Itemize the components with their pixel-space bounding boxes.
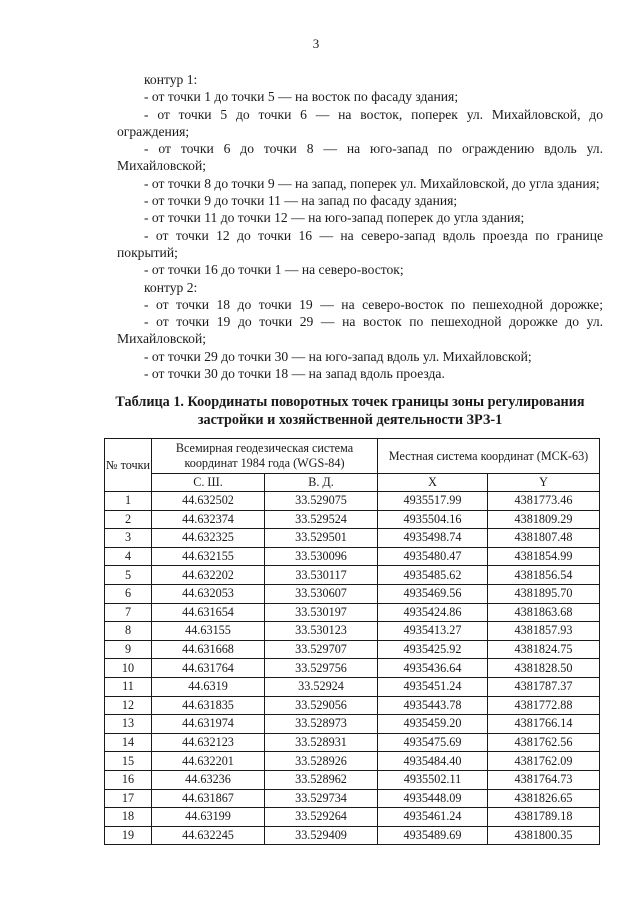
x-cell: 4935502.11 [378, 770, 488, 789]
latitude-cell: 44.632374 [152, 510, 265, 529]
header-y: Y [488, 474, 600, 492]
table-row [105, 492, 600, 511]
table-row [105, 510, 600, 529]
y-cell: 4381789.18 [488, 808, 600, 827]
longitude-cell: 33.528931 [265, 733, 378, 752]
y-cell: 4381764.73 [488, 770, 600, 789]
longitude-cell: 33.530197 [265, 603, 378, 622]
x-cell: 4935469.56 [378, 584, 488, 603]
latitude-cell: 44.63155 [152, 622, 265, 641]
coordinates-table-wrapper [104, 438, 600, 845]
point-number-cell: 15 [105, 752, 152, 771]
y-cell: 4381828.50 [488, 659, 600, 678]
latitude-cell: 44.632155 [152, 547, 265, 566]
longitude-cell: 33.530123 [265, 622, 378, 641]
coordinates-table [104, 438, 600, 845]
header-latitude: С. Ш. [152, 474, 265, 492]
point-number-cell: 4 [105, 547, 152, 566]
paragraph: - от точки 12 до точки 16 — на северо-запад вдоль проезда по границе покрытий; [117, 227, 603, 260]
boundary-description [117, 71, 603, 382]
latitude-cell: 44.631974 [152, 715, 265, 734]
paragraph: - от точки 9 до точки 11 — на запад по фасаду здания; [144, 193, 458, 209]
y-cell: 4381807.48 [488, 529, 600, 548]
x-cell: 4935448.09 [378, 789, 488, 808]
latitude-cell: 44.632245 [152, 826, 265, 845]
paragraph: контур 2: [144, 279, 198, 295]
point-number-cell: 13 [105, 715, 152, 734]
header-wgs84: Всемирная геодезическая система координат 1984 года (WGS-84) [152, 439, 378, 474]
latitude-cell: 44.632202 [152, 566, 265, 585]
paragraph: - от точки 5 до точки 6 — на восток, поперек ул. Михайловской, до ограждения; [117, 106, 603, 139]
point-number-cell: 17 [105, 789, 152, 808]
point-number-cell: 11 [105, 677, 152, 696]
page-number: 3 [312, 36, 320, 51]
point-number-cell: 9 [105, 640, 152, 659]
paragraph: - от точки 6 до точки 8 — на юго-запад по ограждению вдоль ул. Михайловской; [117, 141, 603, 174]
x-cell: 4935498.74 [378, 529, 488, 548]
header-x: X [378, 474, 488, 492]
x-cell: 4935485.62 [378, 566, 488, 585]
point-number-cell: 2 [105, 510, 152, 529]
paragraph: - от точки 30 до точки 18 — на запад вдоль проезда. [144, 366, 445, 382]
y-cell: 4381762.56 [488, 733, 600, 752]
x-cell: 4935436.64 [378, 659, 488, 678]
point-number-cell: 18 [105, 808, 152, 827]
x-cell: 4935480.47 [378, 547, 488, 566]
longitude-cell: 33.529756 [265, 659, 378, 678]
table-row [105, 622, 600, 641]
longitude-cell: 33.529409 [265, 826, 378, 845]
y-cell: 4381895.70 [488, 584, 600, 603]
y-cell: 4381772.88 [488, 696, 600, 715]
longitude-cell: 33.528962 [265, 770, 378, 789]
longitude-cell: 33.530607 [265, 584, 378, 603]
point-number-cell: 8 [105, 622, 152, 641]
y-cell: 4381800.35 [488, 826, 600, 845]
table-row [105, 659, 600, 678]
paragraph: - от точки 18 до точки 19 — на северо-восток по пешеходной дорожке; [144, 296, 603, 312]
table-row [105, 603, 600, 622]
x-cell: 4935459.20 [378, 715, 488, 734]
y-cell: 4381857.93 [488, 622, 600, 641]
latitude-cell: 44.632201 [152, 752, 265, 771]
point-number-cell: 7 [105, 603, 152, 622]
y-cell: 4381824.75 [488, 640, 600, 659]
paragraph: - от точки 16 до точки 1 — на северо-восток; [144, 262, 404, 278]
y-cell: 4381762.09 [488, 752, 600, 771]
table-row [105, 677, 600, 696]
table-row [105, 733, 600, 752]
x-cell: 4935489.69 [378, 826, 488, 845]
x-cell: 4935413.27 [378, 622, 488, 641]
latitude-cell: 44.632123 [152, 733, 265, 752]
table-body [105, 492, 600, 845]
x-cell: 4935517.99 [378, 492, 488, 511]
y-cell: 4381766.14 [488, 715, 600, 734]
point-number-cell: 12 [105, 696, 152, 715]
longitude-cell: 33.528973 [265, 715, 378, 734]
latitude-cell: 44.631654 [152, 603, 265, 622]
latitude-cell: 44.631764 [152, 659, 265, 678]
longitude-cell: 33.529075 [265, 492, 378, 511]
x-cell: 4935484.40 [378, 752, 488, 771]
longitude-cell: 33.529524 [265, 510, 378, 529]
x-cell: 4935424.86 [378, 603, 488, 622]
point-number-cell: 3 [105, 529, 152, 548]
x-cell: 4935504.16 [378, 510, 488, 529]
x-cell: 4935425.92 [378, 640, 488, 659]
latitude-cell: 44.631668 [152, 640, 265, 659]
table-row [105, 770, 600, 789]
header-local-system: Местная система координат (МСК-63) [378, 439, 600, 474]
paragraph: контур 1: [144, 72, 198, 87]
table-row [105, 584, 600, 603]
longitude-cell: 33.528926 [265, 752, 378, 771]
y-cell: 4381773.46 [488, 492, 600, 511]
point-number-cell: 10 [105, 659, 152, 678]
longitude-cell: 33.529734 [265, 789, 378, 808]
header-longitude: В. Д. [265, 474, 378, 492]
latitude-cell: 44.631835 [152, 696, 265, 715]
table-row [105, 752, 600, 771]
table-row [105, 696, 600, 715]
y-cell: 4381826.65 [488, 789, 600, 808]
longitude-cell: 33.529707 [265, 640, 378, 659]
latitude-cell: 44.6319 [152, 677, 265, 696]
y-cell: 4381787.37 [488, 677, 600, 696]
longitude-cell: 33.52924 [265, 677, 378, 696]
table-row [105, 529, 600, 548]
y-cell: 4381809.29 [488, 510, 600, 529]
latitude-cell: 44.63236 [152, 770, 265, 789]
y-cell: 4381856.54 [488, 566, 600, 585]
x-cell: 4935443.78 [378, 696, 488, 715]
header-point-number: № точки [105, 439, 152, 492]
point-number-cell: 6 [105, 584, 152, 603]
point-number-cell: 1 [105, 492, 152, 511]
paragraph: - от точки 29 до точки 30 — на юго-запад вдоль ул. Михайловской; [144, 348, 532, 364]
table-row [105, 826, 600, 845]
latitude-cell: 44.632325 [152, 529, 265, 548]
table-row [105, 566, 600, 585]
paragraph: - от точки 1 до точки 5 — на восток по фасаду здания; [144, 89, 459, 105]
latitude-cell: 44.631867 [152, 789, 265, 808]
paragraph: - от точки 19 до точки 29 — на восток по пешеходной дорожке до ул. Михайловской; [117, 314, 603, 347]
point-number-cell: 16 [105, 770, 152, 789]
longitude-cell: 33.530117 [265, 566, 378, 585]
point-number-cell: 5 [105, 566, 152, 585]
latitude-cell: 44.63199 [152, 808, 265, 827]
longitude-cell: 33.529264 [265, 808, 378, 827]
point-number-cell: 19 [105, 826, 152, 845]
x-cell: 4935461.24 [378, 808, 488, 827]
y-cell: 4381863.68 [488, 603, 600, 622]
point-number-cell: 14 [105, 733, 152, 752]
paragraph: - от точки 11 до точки 12 — на юго-запад поперек до угла здания; [144, 210, 525, 226]
latitude-cell: 44.632053 [152, 584, 265, 603]
table-row [105, 808, 600, 827]
table-row [105, 715, 600, 734]
longitude-cell: 33.529056 [265, 696, 378, 715]
y-cell: 4381854.99 [488, 547, 600, 566]
x-cell: 4935475.69 [378, 733, 488, 752]
longitude-cell: 33.529501 [265, 529, 378, 548]
latitude-cell: 44.632502 [152, 492, 265, 511]
table-row [105, 789, 600, 808]
table-row [105, 547, 600, 566]
table-title: Таблица 1. Координаты поворотных точек границы зоны регулирования застройки и хозяйственной деятельности ЗРЗ-1 [115, 394, 585, 428]
paragraph: - от точки 8 до точки 9 — на запад, поперек ул. Михайловской, до угла здания; [144, 175, 600, 191]
longitude-cell: 33.530096 [265, 547, 378, 566]
table-row [105, 640, 600, 659]
x-cell: 4935451.24 [378, 677, 488, 696]
